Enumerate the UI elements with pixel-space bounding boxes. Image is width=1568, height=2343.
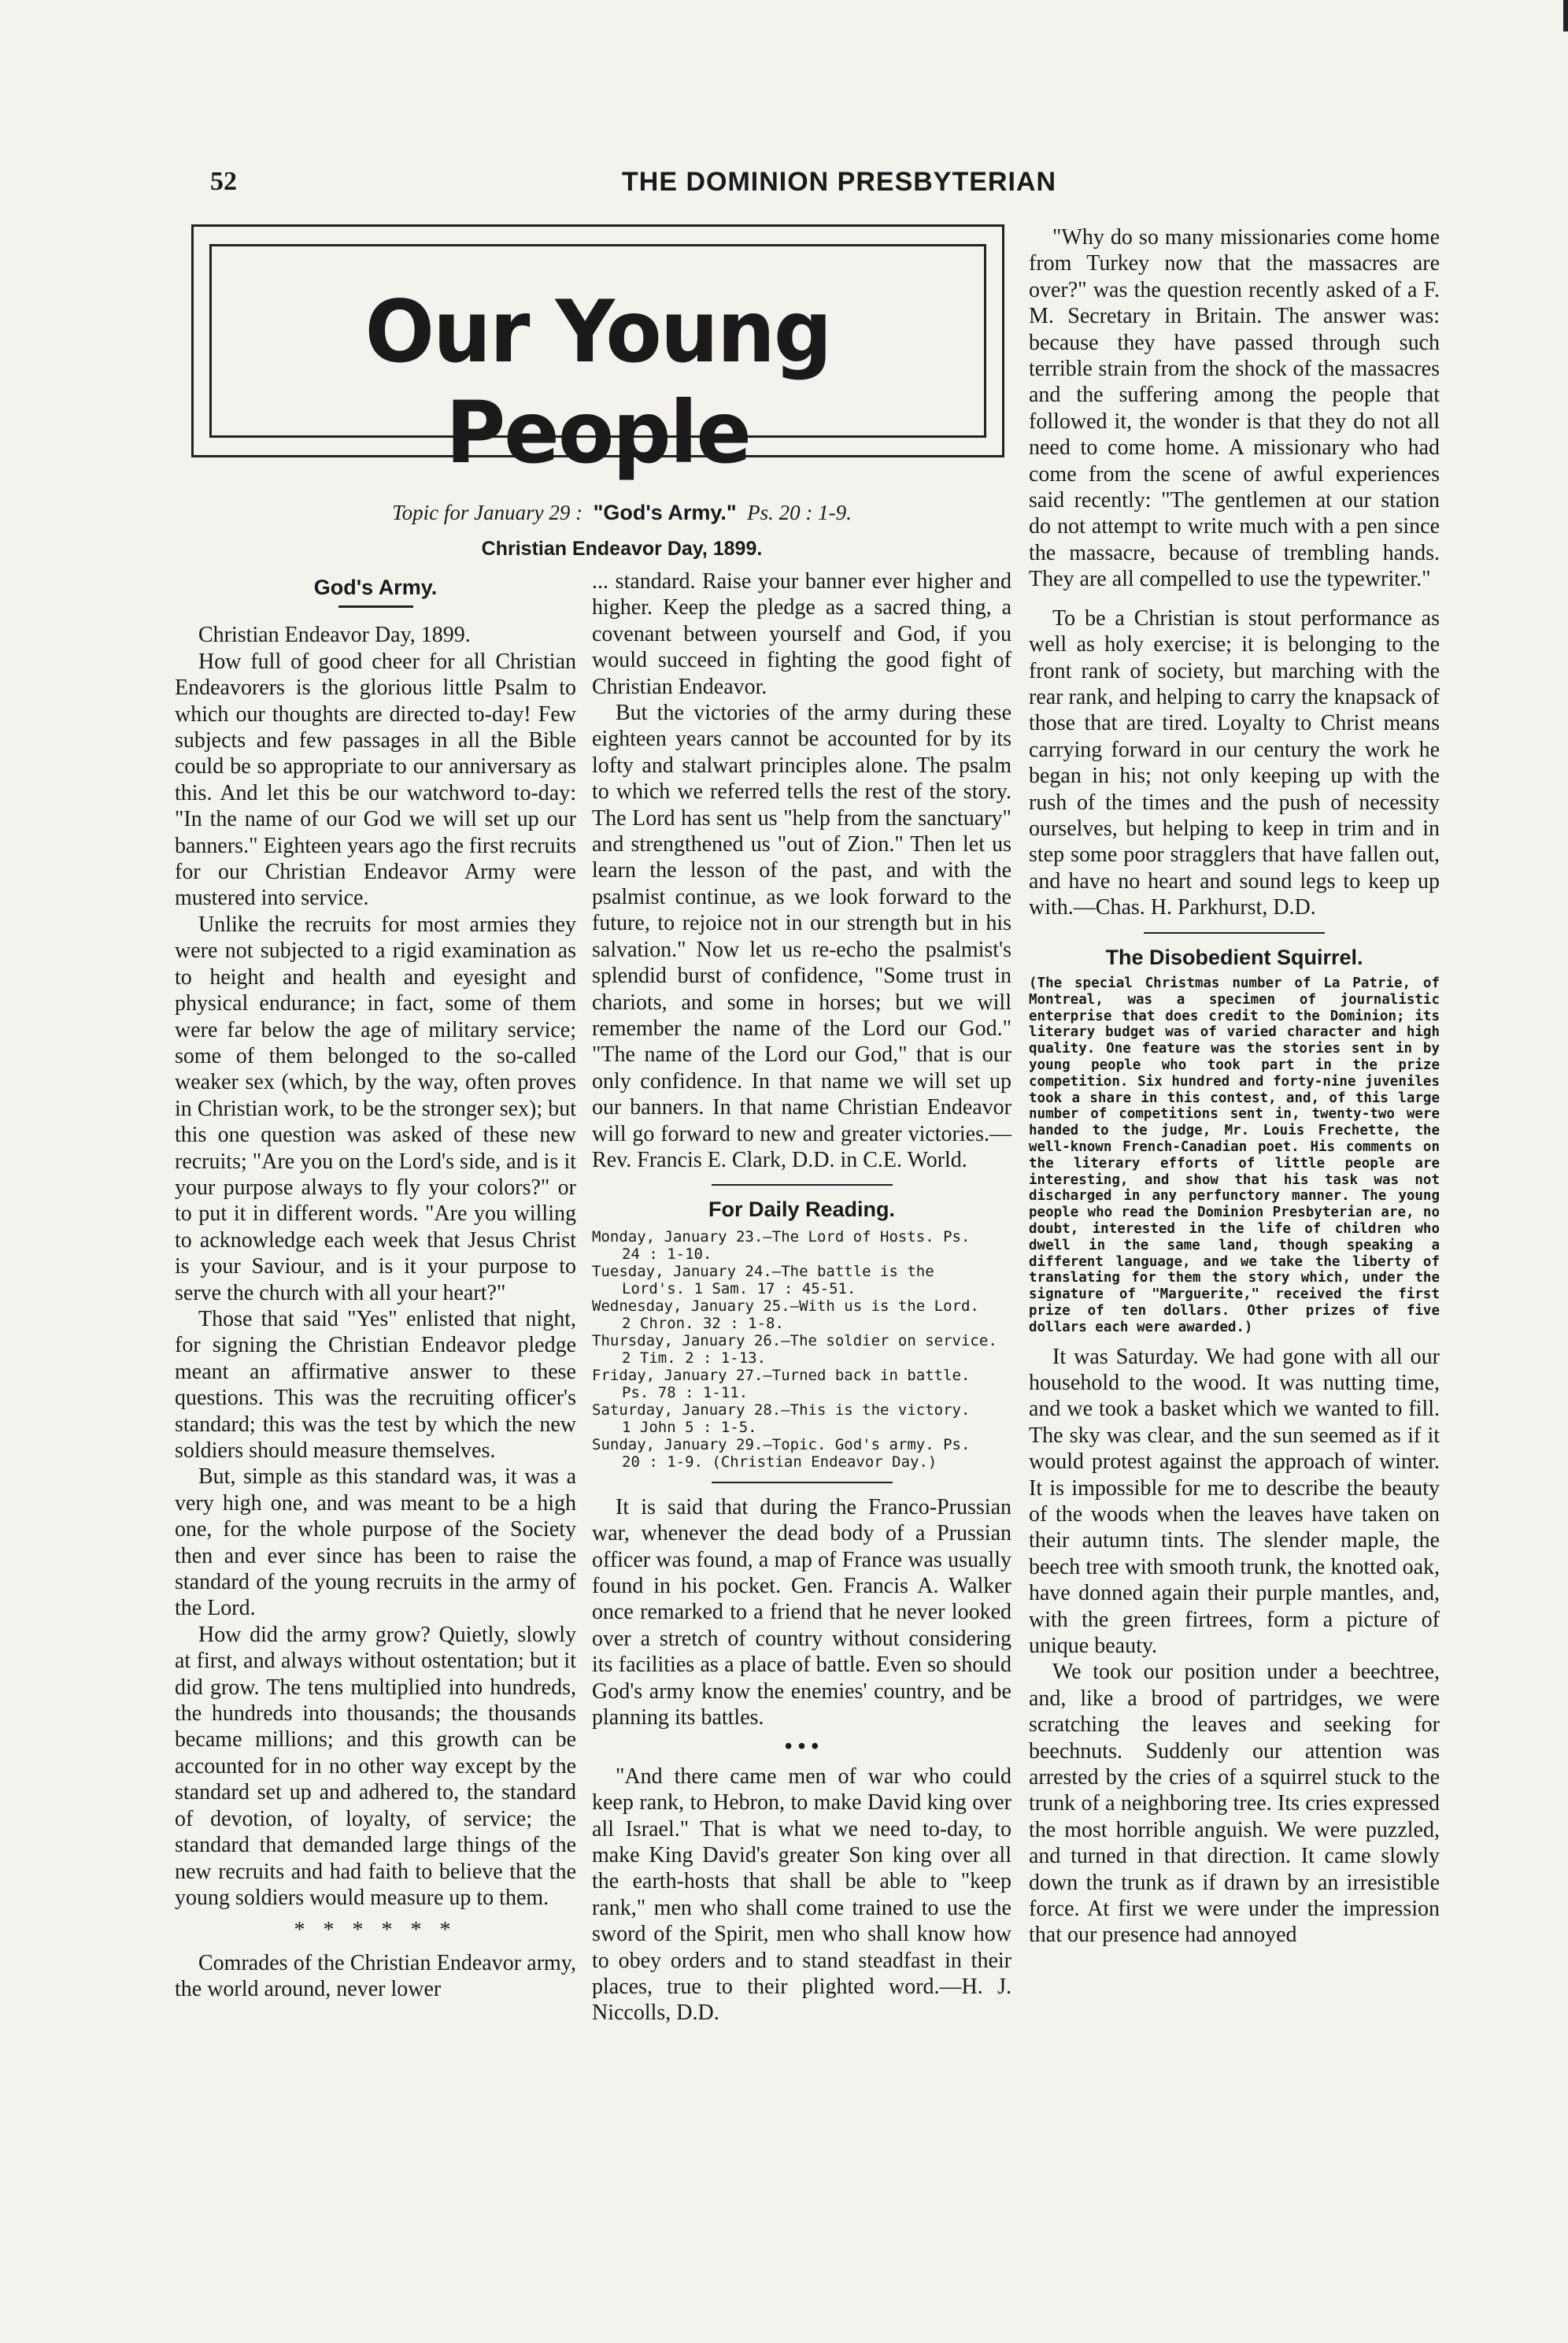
column-3 [1029,224,1440,1949]
page-number: 52 [210,167,237,196]
topic-subtitle: Christian Endeavor Day, 1899. [481,538,763,560]
reading-line: Sunday, January 29.—Topic. God's army. Ps. [592,1435,971,1453]
paragraph: We took our position under a beechtree, and, like a brood of partridges, we were scratching the leaves and seeking for beechnuts. Suddenly our attention was arrested by the cries of a squirrel stuck to the trunk of a neighboring tree. Its cries expressed the most horrible anguish. We were puzzled, and turned in that direction. It came slowly down the trunk as if drawn by an irresistible force. At first we were under the impression that our presence had annoyed [1029,1660,1440,1948]
reading-ref: 2 Chron. 32 : 1-8. [622,1314,784,1332]
reading-line: Monday, January 23.—The Lord of Hosts. Ps. [592,1227,971,1246]
paragraph: But, simple as this standard was, it was a very high one, and was meant to be a high one, for the whole purpose of the Society then and ever since has been to raise the standard of the young recruits in the army of the Lord. [175,1464,576,1621]
reading-ref: 1 John 5 : 1-5. [622,1418,757,1436]
section-dots: • • • [784,1734,819,1760]
editorial-note: (The special Christmas number of La Patrie, of Montreal, was a specimen of journalistic enterprise that does credit to the Dominion; its literary budget was of varied character and high quality. One feature was the stories sent in by young people who took part in the prize competition. Six hundred and forty-nine juveniles took a share in this contest, and, of this large number of competitions sent in, twenty-two were handed to the judge, Mr. Louis Frechette, the well-known French-Canadian poet. His comments on the literary efforts of little people are interesting, and show that his task was not discharged in any perfunctory manner. The young people who read the Dominion Presbyterian are, no doubt, interested in the life of children who dwell in the same land, though speaking a different language, and we take the liberty of translating for them the story which, under the signature of "Marguerite," received the first prize of ten dollars. Other prizes of five dollars each were awarded.) [1029,975,1440,1335]
section-stars: * * * * * * [294,1918,457,1943]
paragraph: To be a Christian is stout performance as well as holy exercise; it is belonging to the front rank of society, but marching with the rear rank, and helping to carry the knapsack of those that are tired. Loyalty to Christ means carrying forward in our century the work he began in his; not only keeping up with the rush of the times and the push of necessity ourselves, but helping to keep in trim and in step some poor stragglers that have fallen out, and have no heart and sound legs to keep up with.—Chas. H. Parkhurst, D.D. [1029,605,1440,920]
running-head: THE DOMINION PRESBYTERIAN [622,167,1057,197]
topic-title: "God's Army." [593,501,737,524]
reading-ref: 20 : 1-9. (Christian Endeavor Day.) [622,1453,937,1471]
daily-readings-list [592,1228,1011,1471]
reading-ref: 24 : 1-10. [622,1245,712,1263]
section-banner [191,224,1004,483]
article-heading-gods-army: God's Army. [313,576,438,599]
paragraph: But the victories of the army during these eighteen years cannot be accounted for by its lofty and stalwart principles alone. The psalm to which we referred tells the rest of the story. The Lord has sent us "help from the sanctuary" and strengthened us "out of Zion." Then let us learn the lesson of the past, and with the psalmist continue, as we look forward to the future, to rejoice not in our strength but in his salvation." Now let us re-echo the psalmist's splendid burst of confidence, "Some trust in chariots, and some in horses; but we will remember the name of the Lord our God." "The name of the Lord our God," that is our only confidence. In that name we will set up our banners. In that name Christian Endeavor will go forward to new and greater victories.—Rev. Francis E. Clark, D.D. in C.E. World. [592,701,1011,1172]
paragraph: ... standard. Raise your banner ever higher and higher. Keep the pledge as a sacred thing, a covenant between yourself and God, if you would succeed in fighting the good fight of Christian Endeavor. [592,569,1011,699]
paragraph: Those that said "Yes" enlisted that night, for signing the Christian Endeavor pledge meant an affirmative answer to these questions. This was the recruiting officer's standard; this was the test by which the new soldiers should measure themselves. [175,1306,576,1463]
reading-line: Wednesday, January 25.—With us is the Lord. [592,1297,979,1315]
paragraph: It is said that during the Franco-Prussian war, whenever the dead body of a Prussian officer was found, a map of France was usually found in his pocket. Gen. Francis A. Walker once remarked to a friend that he never looked over a stretch of country without considering its facilities as a place of battle. Even so should God's army know the enemies' country, and be planning its battles. [592,1494,1011,1730]
reading-line: Saturday, January 28.—This is the victory. [592,1401,971,1419]
paragraph: Christian Endeavor Day, 1899. [198,623,471,648]
divider-rule [712,1184,893,1186]
paragraph: Unlike the recruits for most armies they were not subjected to a rigid examination as to height and health and eyesight and physical endurance; in fact, some of them were far below the age of military service; some of them belonged to the so-called weaker sex (which, by the way, often proves in Christian work, to be the stronger sex); but this one question was asked of these new recruits; "Are you on the Lord's side, and is it your purpose always to fly your colors?" or to put it in different words. "Are you willing to acknowledge each week that Jesus Christ is your Saviour, and is it your purpose to serve the church with all your heart?" [175,912,576,1305]
column-2 [592,568,1011,2027]
reading-line: Tuesday, January 24.—The battle is the [592,1262,934,1280]
reading-ref: Ps. 78 : 1-11. [622,1383,749,1401]
paragraph: How did the army grow? Quietly, slowly at first, and always without ostentation; but it did grow. The tens multiplied into hundreds, the hundreds into thousands; the thousands became millions; and this growth can be accounted for in no other way except by the standard set up and adhered to, the standard of devotion, of loyalty, of service; the standard that demanded large things of the new recruits and had faith to believe that the young soldiers would measure up to them. [175,1622,576,1910]
reading-ref: 2 Tim. 2 : 1-13. [622,1349,767,1367]
readings-heading: For Daily Reading. [708,1197,896,1222]
column-1 [175,568,576,2003]
page-edge-mark [1563,0,1568,31]
banner-title: Our Young People [364,280,831,483]
paragraph: Comrades of the Christian Endeavor army, the world around, never lower [175,1950,576,2002]
banner-inner-frame [209,244,986,483]
reading-line: Thursday, January 26.—The soldier on service. [592,1331,997,1349]
paragraph: How full of good cheer for all Christian Endeavorers is the glorious little Psalm to which our thoughts are directed to-day! Few subjects and few passages in all the Bible could be so appropriate to our anniversary as this. And let this be our watchword to-day: "In the name of our God we will set up our banners." Eighteen years ago the first recruits for our Christian Endeavor Army were mustered into service. [175,649,576,911]
paragraph: "Why do so many missionaries come home from Turkey now that the massacres are over?" was the question recently asked of a F. M. Secretary in Britain. The answer was: because they have passed through such terrible strain from the shock of the massacres and the suffering among the people that followed it, the wonder is that they do not all need to come home. A missionary who had come from the scene of awful experiences said recently: "The gentlemen at our station do not attempt to write much with a pen since the massacre, because of trembling hands. They are all compelled to use the typewriter." [1029,225,1440,592]
reading-ref: Lord's. 1 Sam. 17 : 45-51. [622,1279,856,1297]
article-heading-squirrel: The Disobedient Squirrel. [1105,945,1363,969]
topic-reference: Ps. 20 : 1-9. [747,501,852,524]
topic-prefix: Topic for January 29 : [392,501,583,524]
reading-line: Friday, January 27.—Turned back in battle. [592,1366,971,1384]
paragraph: "And there came men of war who could keep rank, to Hebron, to make David king over all Israel." That is what we need to-day, to make King David's greater Son king over all the earth-hosts that shall be able to "keep rank," men who shall come trained to use the sword of the Spirit, men who shall know how to obey orders and to stand steadfast in their places, true to their plighted word.—H. J. Niccolls, D.D. [592,1764,1011,2026]
divider-rule [712,1482,893,1483]
divider-rule [1144,932,1325,934]
topic-line [244,501,1000,525]
heading-rule [338,605,413,608]
paragraph: It was Saturday. We had gone with all our household to the wood. It was nutting time, and we took a basket which we wanted to fill. The sky was clear, and the sun seemed as if it would protest against the approach of winter. It is impossible for me to describe the beauty of the woods when the leaves have taken on their autumn tints. The slender maple, the beech tree with smooth trunk, the knotted oak, have donned again their purple mantles, and, with the green firtrees, form a picture of unique beauty. [1029,1344,1440,1658]
